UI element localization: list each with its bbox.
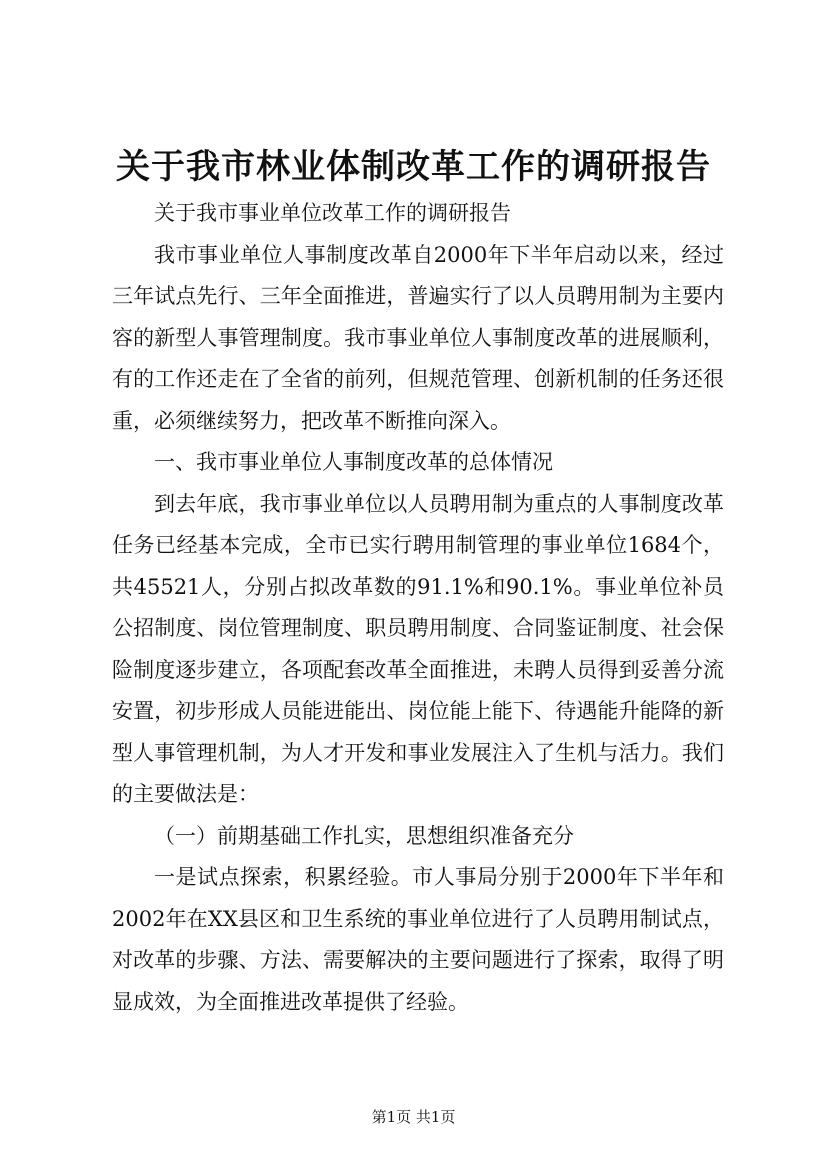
subtitle-paragraph: 关于我市事业单位改革工作的调研报告	[154, 201, 511, 225]
section-heading: 一、我市事业单位人事制度改革的总体情况	[154, 450, 553, 474]
body-paragraph: 我市事业单位人事制度改革自2000年下半年启动以来，经过三年试点先行、三年全面推进，普遍实行了以人员聘用制为主要内容的新型人事管理制度。我市事业单位人事制度改革的进展顺利，有的工作还走在了全省的前列，但规范管理、创新机制的任务还很重，必须继续努力，把改革不断推向深入。	[112, 242, 724, 433]
document-body	[112, 193, 724, 1023]
body-paragraph: 一是试点探索，积累经验。市人事局分别于2000年下半年和2002年在XX县区和卫生系统的事业单位进行了人员聘用制试点，对改革的步骤、方法、需要解决的主要问题进行了探索，取得了明显成效，为全面推进改革提供了经验。	[112, 865, 724, 1014]
page-footer: 第1页 共1页	[371, 1108, 456, 1126]
subsection-heading: （一）前期基础工作扎实，思想组织准备充分	[154, 823, 574, 848]
document-title: 关于我市林业体制改革工作的调研报告	[116, 147, 711, 187]
body-paragraph: 到去年底，我市事业单位以人员聘用制为重点的人事制度改革任务已经基本完成，全市已实行聘用制管理的事业单位1684个，共45521人，分别占拟改革数的91.1%和90.1%。事业单位补员公招制度、岗位管理制度、职员聘用制度、合同鉴证制度、社会保险制度逐步建立，各项配套改革全面推进，未聘人员得到妥善分流安置，初步形成人员能进能出、岗位能上能下、待遇能升能降的新型人事管理机制，为人才开发和事业发展注入了生机与活力。我们的主要做法是：	[112, 491, 724, 806]
